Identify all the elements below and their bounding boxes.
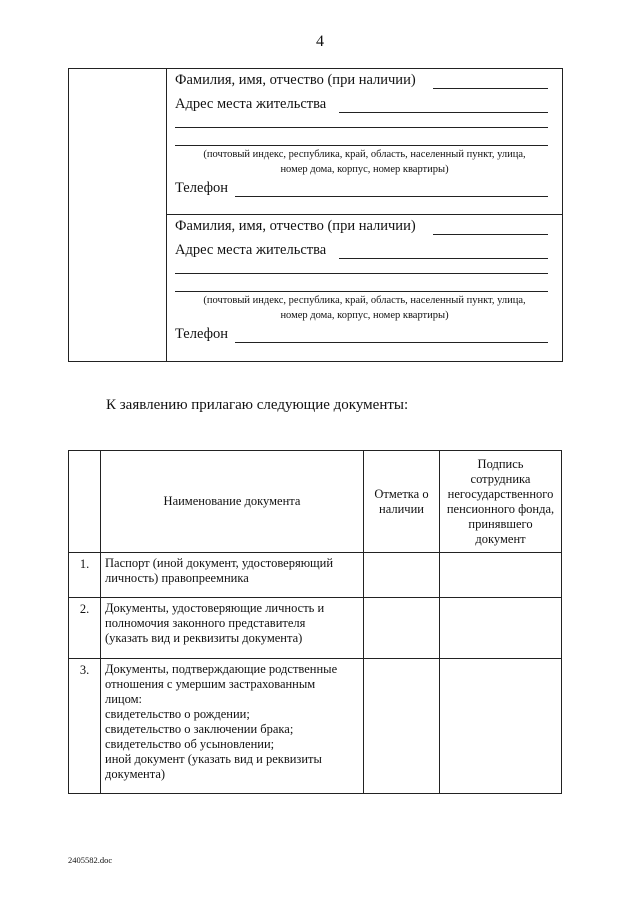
contact-block-2: [167, 215, 562, 361]
row-document-name: [101, 598, 364, 659]
header-signature-line: сотрудника: [470, 471, 531, 486]
address-field-2[interactable]: [175, 127, 548, 128]
documents-header-row: [69, 451, 562, 553]
documents-intro: К заявлению прилагаю следующие документы:: [106, 397, 409, 413]
address-field-1[interactable]: [339, 258, 548, 259]
address-field-1[interactable]: [339, 112, 548, 113]
table-row: [69, 598, 562, 659]
name-label: Фамилия, имя, отчество (при наличии): [175, 72, 416, 88]
row-text-line: (указать вид и реквизиты документа): [105, 631, 303, 645]
header-name: Наименование документа: [163, 494, 301, 508]
header-name-cell: [101, 451, 364, 553]
row-text-line: отношения с умершим застрахованным: [105, 677, 316, 691]
row-presence-cell[interactable]: [364, 553, 440, 598]
row-presence-cell[interactable]: [364, 659, 440, 794]
row-signature-cell[interactable]: [440, 598, 562, 659]
row-text-line: личность) правопреемника: [105, 571, 249, 585]
phone-field[interactable]: [235, 196, 548, 197]
footer-filename: 2405582.doc: [68, 855, 113, 865]
row-number: 1.: [69, 553, 101, 598]
header-presence-line2: наличии: [379, 501, 424, 516]
contacts-table: [68, 68, 563, 362]
row-text-line: Документы, подтверждающие родственные: [105, 662, 338, 676]
row-presence-cell[interactable]: [364, 598, 440, 659]
row-document-name: [101, 659, 364, 794]
page-number: 4: [316, 33, 324, 50]
table-row: [69, 553, 562, 598]
address-label: Адрес места жительства: [175, 242, 327, 258]
header-presence-cell: [364, 451, 440, 553]
address-field-3[interactable]: [175, 145, 548, 146]
row-text-line: лицом:: [105, 692, 143, 706]
contacts-empty-column: [69, 69, 167, 361]
address-label: Адрес места жительства: [175, 96, 327, 112]
address-field-2[interactable]: [175, 273, 548, 274]
header-signature-line: принявшего: [468, 516, 533, 531]
contact-block-1: [167, 69, 562, 215]
name-label: Фамилия, имя, отчество (при наличии): [175, 218, 416, 234]
row-number: 3.: [69, 659, 101, 794]
phone-field[interactable]: [235, 342, 548, 343]
row-text-line: свидетельство о рождении;: [105, 707, 250, 721]
row-text-line: Паспорт (иной документ, удостоверяющий: [105, 556, 334, 570]
header-number-cell: [69, 451, 101, 553]
header-signature-line: документ: [475, 531, 526, 546]
phone-label: Телефон: [175, 180, 228, 196]
table-row: [69, 659, 562, 794]
row-number: 2.: [69, 598, 101, 659]
header-signature-line: негосударственного: [447, 486, 554, 501]
documents-table: [68, 450, 562, 794]
address-hint-line2: номер дома, корпус, номер квартиры): [280, 310, 449, 321]
header-presence-line1: Отметка о: [374, 486, 429, 501]
header-signature-line: Подпись: [477, 456, 524, 471]
address-hint-line1: (почтовый индекс, республика, край, область, населенный пункт, улица,: [203, 149, 526, 160]
row-text-line: иной документ (указать вид и реквизиты: [105, 752, 322, 766]
name-field[interactable]: [433, 88, 548, 89]
row-text-line: полномочия законного представителя: [105, 616, 306, 630]
row-text-line: свидетельство о заключении брака;: [105, 722, 294, 736]
row-signature-cell[interactable]: [440, 553, 562, 598]
header-signature-cell: [440, 451, 562, 553]
row-document-name: [101, 553, 364, 598]
address-hint-line1: (почтовый индекс, республика, край, область, населенный пункт, улица,: [203, 295, 526, 306]
address-field-3[interactable]: [175, 291, 548, 292]
row-text-line: свидетельство об усыновлении;: [105, 737, 275, 751]
address-hint-line2: номер дома, корпус, номер квартиры): [280, 164, 449, 175]
row-text-line: Документы, удостоверяющие личность и: [105, 601, 325, 615]
header-signature-line: пенсионного фонда,: [446, 501, 555, 516]
row-signature-cell[interactable]: [440, 659, 562, 794]
row-text-line: документа): [105, 767, 166, 781]
phone-label: Телефон: [175, 326, 228, 342]
name-field[interactable]: [433, 234, 548, 235]
